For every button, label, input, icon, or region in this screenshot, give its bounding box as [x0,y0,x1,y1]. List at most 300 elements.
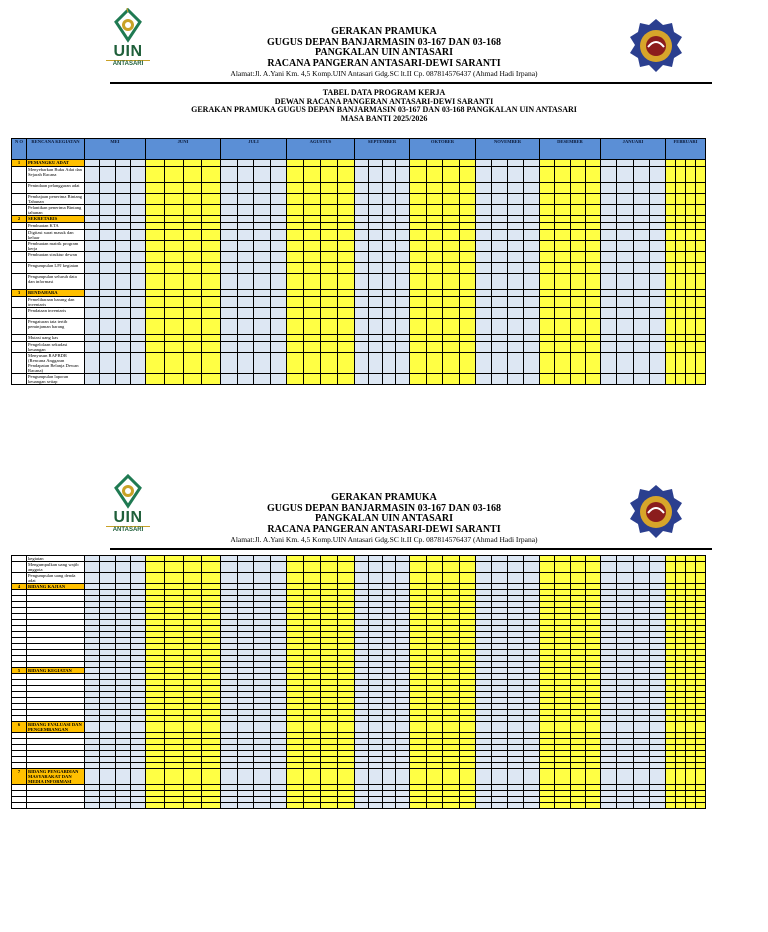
schedule-cell[interactable] [321,308,338,319]
schedule-cell[interactable] [426,803,443,809]
schedule-cell[interactable] [524,205,540,216]
schedule-cell[interactable] [100,223,115,230]
schedule-cell[interactable] [617,769,633,785]
schedule-cell[interactable] [146,194,165,205]
schedule-cell[interactable] [164,769,183,785]
schedule-cell[interactable] [355,194,369,205]
schedule-cell[interactable] [524,335,540,342]
schedule-cell[interactable] [183,562,202,573]
schedule-cell[interactable] [130,216,145,223]
schedule-cell[interactable] [696,374,706,385]
schedule-cell[interactable] [492,308,508,319]
schedule-cell[interactable] [459,722,476,733]
schedule-cell[interactable] [508,167,524,183]
schedule-cell[interactable] [85,573,100,584]
schedule-cell[interactable] [459,290,476,297]
schedule-cell[interactable] [524,562,540,573]
schedule-cell[interactable] [287,183,304,194]
schedule-cell[interactable] [649,335,665,342]
schedule-cell[interactable] [270,160,287,167]
schedule-cell[interactable] [410,319,427,335]
schedule-cell[interactable] [202,308,221,319]
schedule-cell[interactable] [492,573,508,584]
schedule-cell[interactable] [476,167,492,183]
schedule-cell[interactable] [146,342,165,353]
schedule-cell[interactable] [443,297,460,308]
schedule-cell[interactable] [237,205,254,216]
schedule-cell[interactable] [676,722,686,733]
schedule-cell[interactable] [459,216,476,223]
schedule-cell[interactable] [666,297,676,308]
schedule-cell[interactable] [633,308,649,319]
schedule-cell[interactable] [696,252,706,263]
schedule-cell[interactable] [183,223,202,230]
schedule-cell[interactable] [85,216,100,223]
schedule-cell[interactable] [130,335,145,342]
schedule-cell[interactable] [676,194,686,205]
schedule-cell[interactable] [368,290,382,297]
schedule-cell[interactable] [221,252,238,263]
schedule-cell[interactable] [649,223,665,230]
schedule-cell[interactable] [100,342,115,353]
schedule-cell[interactable] [270,335,287,342]
schedule-cell[interactable] [270,183,287,194]
schedule-cell[interactable] [382,562,396,573]
schedule-cell[interactable] [524,308,540,319]
schedule-cell[interactable] [585,263,600,274]
schedule-cell[interactable] [321,252,338,263]
schedule-cell[interactable] [601,374,617,385]
schedule-cell[interactable] [202,160,221,167]
schedule-cell[interactable] [492,216,508,223]
schedule-cell[interactable] [524,319,540,335]
schedule-cell[interactable] [570,374,585,385]
schedule-cell[interactable] [321,167,338,183]
schedule-cell[interactable] [633,205,649,216]
schedule-cell[interactable] [254,205,271,216]
schedule-cell[interactable] [202,342,221,353]
schedule-cell[interactable] [254,573,271,584]
schedule-cell[interactable] [382,223,396,230]
schedule-cell[interactable] [666,342,676,353]
schedule-cell[interactable] [666,205,676,216]
schedule-cell[interactable] [221,205,238,216]
schedule-cell[interactable] [304,319,321,335]
schedule-cell[interactable] [540,803,555,809]
schedule-cell[interactable] [164,160,183,167]
schedule-cell[interactable] [633,194,649,205]
schedule-cell[interactable] [555,216,570,223]
schedule-cell[interactable] [304,160,321,167]
schedule-cell[interactable] [146,722,165,733]
schedule-cell[interactable] [237,194,254,205]
schedule-cell[interactable] [676,308,686,319]
schedule-cell[interactable] [410,274,427,290]
schedule-cell[interactable] [100,194,115,205]
schedule-cell[interactable] [617,167,633,183]
schedule-cell[interactable] [696,769,706,785]
schedule-cell[interactable] [570,335,585,342]
schedule-cell[interactable] [85,297,100,308]
schedule-cell[interactable] [368,194,382,205]
schedule-cell[interactable] [540,342,555,353]
schedule-cell[interactable] [426,194,443,205]
schedule-cell[interactable] [686,194,696,205]
schedule-cell[interactable] [410,183,427,194]
schedule-cell[interactable] [686,223,696,230]
schedule-cell[interactable] [633,562,649,573]
schedule-cell[interactable] [476,722,492,733]
schedule-cell[interactable] [696,183,706,194]
schedule-cell[interactable] [254,374,271,385]
schedule-cell[interactable] [287,769,304,785]
schedule-cell[interactable] [338,308,355,319]
schedule-cell[interactable] [130,230,145,241]
schedule-cell[interactable] [633,335,649,342]
schedule-cell[interactable] [355,562,369,573]
schedule-cell[interactable] [476,216,492,223]
schedule-cell[interactable] [202,274,221,290]
schedule-cell[interactable] [183,274,202,290]
schedule-cell[interactable] [100,319,115,335]
schedule-cell[interactable] [426,183,443,194]
schedule-cell[interactable] [237,319,254,335]
schedule-cell[interactable] [202,722,221,733]
schedule-cell[interactable] [410,230,427,241]
schedule-cell[interactable] [355,297,369,308]
schedule-cell[interactable] [304,353,321,374]
schedule-cell[interactable] [666,308,676,319]
schedule-cell[interactable] [304,230,321,241]
schedule-cell[interactable] [617,183,633,194]
schedule-cell[interactable] [287,194,304,205]
schedule-cell[interactable] [617,160,633,167]
schedule-cell[interactable] [164,194,183,205]
schedule-cell[interactable] [146,319,165,335]
schedule-cell[interactable] [183,205,202,216]
schedule-cell[interactable] [368,297,382,308]
schedule-cell[interactable] [382,205,396,216]
schedule-cell[interactable] [686,769,696,785]
schedule-cell[interactable] [508,308,524,319]
schedule-cell[interactable] [338,374,355,385]
schedule-cell[interactable] [601,230,617,241]
schedule-cell[interactable] [696,290,706,297]
schedule-cell[interactable] [492,319,508,335]
schedule-cell[interactable] [287,252,304,263]
schedule-cell[interactable] [633,353,649,374]
schedule-cell[interactable] [459,297,476,308]
schedule-cell[interactable] [202,573,221,584]
schedule-cell[interactable] [396,319,410,335]
schedule-cell[interactable] [617,319,633,335]
schedule-cell[interactable] [426,722,443,733]
schedule-cell[interactable] [382,803,396,809]
schedule-cell[interactable] [287,573,304,584]
schedule-cell[interactable] [601,252,617,263]
schedule-cell[interactable] [368,573,382,584]
schedule-cell[interactable] [115,183,130,194]
schedule-cell[interactable] [270,230,287,241]
schedule-cell[interactable] [221,183,238,194]
schedule-cell[interactable] [686,274,696,290]
schedule-cell[interactable] [459,335,476,342]
schedule-cell[interactable] [382,335,396,342]
schedule-cell[interactable] [85,263,100,274]
schedule-cell[interactable] [164,252,183,263]
schedule-cell[interactable] [321,335,338,342]
schedule-cell[interactable] [508,223,524,230]
schedule-cell[interactable] [426,167,443,183]
schedule-cell[interactable] [443,769,460,785]
schedule-cell[interactable] [617,562,633,573]
schedule-cell[interactable] [382,769,396,785]
schedule-cell[interactable] [237,160,254,167]
schedule-cell[interactable] [540,562,555,573]
schedule-cell[interactable] [686,252,696,263]
schedule-cell[interactable] [476,374,492,385]
schedule-cell[interactable] [617,263,633,274]
schedule-cell[interactable] [540,769,555,785]
schedule-cell[interactable] [85,252,100,263]
schedule-cell[interactable] [146,205,165,216]
schedule-cell[interactable] [115,167,130,183]
schedule-cell[interactable] [633,290,649,297]
schedule-cell[interactable] [100,353,115,374]
schedule-cell[interactable] [633,183,649,194]
schedule-cell[interactable] [304,722,321,733]
schedule-cell[interactable] [443,194,460,205]
schedule-cell[interactable] [183,342,202,353]
schedule-cell[interactable] [382,297,396,308]
schedule-cell[interactable] [585,342,600,353]
schedule-cell[interactable] [676,562,686,573]
schedule-cell[interactable] [524,374,540,385]
schedule-cell[interactable] [396,342,410,353]
schedule-cell[interactable] [355,319,369,335]
schedule-cell[interactable] [202,319,221,335]
schedule-cell[interactable] [202,803,221,809]
schedule-cell[interactable] [617,216,633,223]
schedule-cell[interactable] [676,230,686,241]
schedule-cell[interactable] [146,353,165,374]
schedule-cell[interactable] [164,230,183,241]
schedule-cell[interactable] [287,160,304,167]
schedule-cell[interactable] [130,769,145,785]
schedule-cell[interactable] [382,160,396,167]
schedule-cell[interactable] [270,205,287,216]
schedule-cell[interactable] [304,205,321,216]
schedule-cell[interactable] [540,308,555,319]
schedule-cell[interactable] [585,205,600,216]
schedule-cell[interactable] [476,769,492,785]
schedule-cell[interactable] [443,353,460,374]
schedule-cell[interactable] [508,562,524,573]
schedule-cell[interactable] [146,241,165,252]
schedule-cell[interactable] [287,803,304,809]
schedule-cell[interactable] [355,263,369,274]
schedule-cell[interactable] [270,263,287,274]
schedule-cell[interactable] [476,183,492,194]
schedule-cell[interactable] [524,342,540,353]
schedule-cell[interactable] [696,722,706,733]
schedule-cell[interactable] [617,194,633,205]
schedule-cell[interactable] [321,573,338,584]
schedule-cell[interactable] [601,308,617,319]
schedule-cell[interactable] [100,769,115,785]
schedule-cell[interactable] [686,374,696,385]
schedule-cell[interactable] [570,274,585,290]
schedule-cell[interactable] [555,562,570,573]
schedule-cell[interactable] [130,205,145,216]
schedule-cell[interactable] [649,274,665,290]
schedule-cell[interactable] [540,223,555,230]
schedule-cell[interactable] [410,167,427,183]
schedule-cell[interactable] [524,223,540,230]
schedule-cell[interactable] [304,342,321,353]
schedule-cell[interactable] [237,183,254,194]
schedule-cell[interactable] [115,216,130,223]
schedule-cell[interactable] [164,573,183,584]
schedule-cell[interactable] [617,722,633,733]
schedule-cell[interactable] [443,216,460,223]
schedule-cell[interactable] [540,167,555,183]
schedule-cell[interactable] [524,167,540,183]
schedule-cell[interactable] [321,274,338,290]
schedule-cell[interactable] [570,205,585,216]
schedule-cell[interactable] [270,241,287,252]
schedule-cell[interactable] [100,308,115,319]
schedule-cell[interactable] [524,263,540,274]
schedule-cell[interactable] [221,223,238,230]
schedule-cell[interactable] [570,230,585,241]
schedule-cell[interactable] [130,194,145,205]
schedule-cell[interactable] [492,342,508,353]
schedule-cell[interactable] [164,319,183,335]
schedule-cell[interactable] [686,319,696,335]
schedule-cell[interactable] [304,297,321,308]
schedule-cell[interactable] [100,216,115,223]
schedule-cell[interactable] [585,308,600,319]
schedule-cell[interactable] [237,353,254,374]
schedule-cell[interactable] [601,223,617,230]
schedule-cell[interactable] [476,342,492,353]
schedule-cell[interactable] [115,319,130,335]
schedule-cell[interactable] [540,319,555,335]
schedule-cell[interactable] [146,803,165,809]
schedule-cell[interactable] [338,353,355,374]
schedule-cell[interactable] [202,194,221,205]
schedule-cell[interactable] [115,241,130,252]
schedule-cell[interactable] [183,230,202,241]
schedule-cell[interactable] [686,308,696,319]
schedule-cell[interactable] [617,205,633,216]
schedule-cell[interactable] [338,274,355,290]
schedule-cell[interactable] [115,160,130,167]
schedule-cell[interactable] [321,374,338,385]
schedule-cell[interactable] [338,216,355,223]
schedule-cell[interactable] [601,183,617,194]
schedule-cell[interactable] [585,562,600,573]
schedule-cell[interactable] [492,297,508,308]
schedule-cell[interactable] [355,290,369,297]
schedule-cell[interactable] [382,241,396,252]
schedule-cell[interactable] [396,573,410,584]
schedule-cell[interactable] [164,335,183,342]
schedule-cell[interactable] [115,263,130,274]
schedule-cell[interactable] [666,274,676,290]
schedule-cell[interactable] [100,160,115,167]
schedule-cell[interactable] [338,335,355,342]
schedule-cell[interactable] [115,274,130,290]
schedule-cell[interactable] [202,374,221,385]
schedule-cell[interactable] [100,290,115,297]
schedule-cell[interactable] [476,290,492,297]
schedule-cell[interactable] [85,335,100,342]
schedule-cell[interactable] [304,562,321,573]
schedule-cell[interactable] [130,573,145,584]
schedule-cell[interactable] [508,205,524,216]
schedule-cell[interactable] [524,230,540,241]
schedule-cell[interactable] [666,216,676,223]
schedule-cell[interactable] [202,223,221,230]
schedule-cell[interactable] [396,263,410,274]
schedule-cell[interactable] [287,216,304,223]
schedule-cell[interactable] [270,274,287,290]
schedule-cell[interactable] [368,722,382,733]
schedule-cell[interactable] [146,290,165,297]
schedule-cell[interactable] [338,183,355,194]
schedule-cell[interactable] [368,769,382,785]
schedule-cell[interactable] [666,319,676,335]
schedule-cell[interactable] [508,160,524,167]
schedule-cell[interactable] [85,167,100,183]
schedule-cell[interactable] [570,353,585,374]
schedule-cell[interactable] [237,562,254,573]
schedule-cell[interactable] [396,230,410,241]
schedule-cell[interactable] [585,274,600,290]
schedule-cell[interactable] [676,353,686,374]
schedule-cell[interactable] [443,263,460,274]
schedule-cell[interactable] [555,241,570,252]
schedule-cell[interactable] [254,562,271,573]
schedule-cell[interactable] [85,769,100,785]
schedule-cell[interactable] [443,573,460,584]
schedule-cell[interactable] [338,167,355,183]
schedule-cell[interactable] [459,353,476,374]
schedule-cell[interactable] [130,297,145,308]
schedule-cell[interactable] [540,230,555,241]
schedule-cell[interactable] [492,290,508,297]
schedule-cell[interactable] [443,342,460,353]
schedule-cell[interactable] [585,230,600,241]
schedule-cell[interactable] [649,353,665,374]
schedule-cell[interactable] [304,374,321,385]
schedule-cell[interactable] [410,308,427,319]
schedule-cell[interactable] [649,160,665,167]
schedule-cell[interactable] [617,290,633,297]
schedule-cell[interactable] [355,722,369,733]
schedule-cell[interactable] [633,167,649,183]
schedule-cell[interactable] [115,230,130,241]
schedule-cell[interactable] [237,297,254,308]
schedule-cell[interactable] [221,167,238,183]
schedule-cell[interactable] [382,274,396,290]
schedule-cell[interactable] [492,374,508,385]
schedule-cell[interactable] [443,183,460,194]
schedule-cell[interactable] [459,342,476,353]
schedule-cell[interactable] [338,722,355,733]
